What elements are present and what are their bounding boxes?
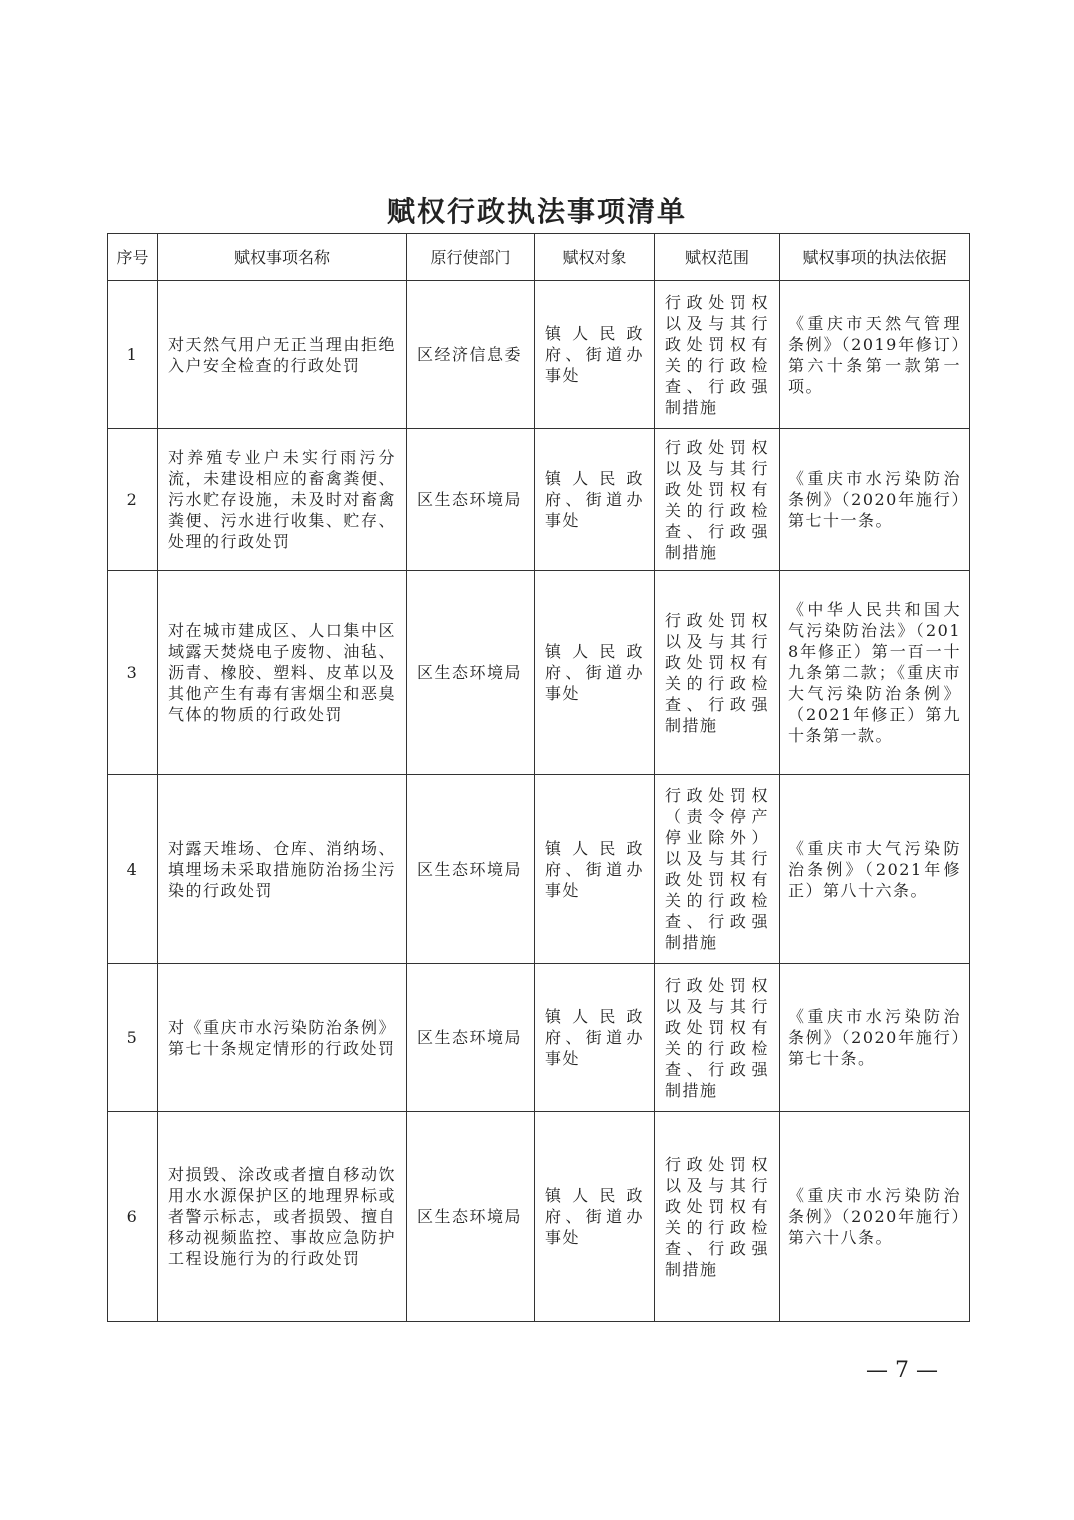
scope: 行政处罚权以及与其行政处罚权有关的行政检查、行政强制措施 — [655, 281, 780, 429]
header-scope: 赋权范围 — [655, 234, 780, 281]
item-name: 对天然气用户无正当理由拒绝入户安全检查的行政处罚 — [158, 281, 407, 429]
table-row — [108, 1112, 970, 1322]
table-row — [108, 964, 970, 1112]
legal-basis: 《重庆市水污染防治条例》（2020年施行）第六十八条。 — [780, 1112, 970, 1322]
authorization-table — [107, 233, 970, 1322]
item-name: 对露天堆场、仓库、消纳场、填埋场未采取措施防治扬尘污染的行政处罚 — [158, 775, 407, 964]
target: 镇人民政府、街道办事处 — [535, 281, 655, 429]
legal-basis: 《重庆市大气污染防治条例》（2021年修正）第八十六条。 — [780, 775, 970, 964]
header-legal-basis: 赋权事项的执法依据 — [780, 234, 970, 281]
row-number: 6 — [108, 1112, 158, 1322]
target: 镇人民政府、街道办事处 — [535, 964, 655, 1112]
original-dept: 区生态环境局 — [407, 775, 535, 964]
item-name: 对《重庆市水污染防治条例》第七十条规定情形的行政处罚 — [158, 964, 407, 1112]
row-number: 5 — [108, 964, 158, 1112]
table-row — [108, 281, 970, 429]
target: 镇人民政府、街道办事处 — [535, 571, 655, 775]
original-dept: 区生态环境局 — [407, 964, 535, 1112]
page-number: — 7 — — [866, 1358, 938, 1383]
row-number: 2 — [108, 429, 158, 571]
header-item-name: 赋权事项名称 — [158, 234, 407, 281]
document-title: 赋权行政执法事项清单 — [386, 195, 687, 228]
table-row — [108, 429, 970, 571]
header-target: 赋权对象 — [535, 234, 655, 281]
header-original-dept: 原行使部门 — [407, 234, 535, 281]
table-row — [108, 571, 970, 775]
scope: 行政处罚权以及与其行政处罚权有关的行政检查、行政强制措施 — [655, 964, 780, 1112]
scope: 行政处罚权以及与其行政处罚权有关的行政检查、行政强制措施 — [655, 1112, 780, 1322]
row-number: 3 — [108, 571, 158, 775]
table-row — [108, 775, 970, 964]
legal-basis: 《重庆市天然气管理条例》（2019年修订）第六十条第一款第一项。 — [780, 281, 970, 429]
scope: 行政处罚权（责令停产停业除外）以及与其行政处罚权有关的行政检查、行政强制措施 — [655, 775, 780, 964]
row-number: 4 — [108, 775, 158, 964]
original-dept: 区生态环境局 — [407, 429, 535, 571]
table-header-row — [108, 234, 970, 281]
legal-basis: 《重庆市水污染防治条例》（2020年施行）第七十一条。 — [780, 429, 970, 571]
row-number: 1 — [108, 281, 158, 429]
item-name: 对在城市建成区、人口集中区域露天焚烧电子废物、油毡、沥青、橡胶、塑料、皮革以及其他产生有毒有害烟尘和恶臭气体的物质的行政处罚 — [158, 571, 407, 775]
original-dept: 区经济信息委 — [407, 281, 535, 429]
scope: 行政处罚权以及与其行政处罚权有关的行政检查、行政强制措施 — [655, 429, 780, 571]
item-name: 对损毁、涂改或者擅自移动饮用水水源保护区的地理界标或者警示标志，或者损毁、擅自移动视频监控、事故应急防护工程设施行为的行政处罚 — [158, 1112, 407, 1322]
legal-basis: 《中华人民共和国大气污染防治法》（2018年修正）第一百一十九条第二款；《重庆市大气污染防治条例》（2021年修正）第九十条第一款。 — [780, 571, 970, 775]
legal-basis: 《重庆市水污染防治条例》（2020年施行）第七十条。 — [780, 964, 970, 1112]
item-name: 对养殖专业户未实行雨污分流，未建设相应的畜禽粪便、污水贮存设施，未及时对畜禽粪便、污水进行收集、贮存、处理的行政处罚 — [158, 429, 407, 571]
original-dept: 区生态环境局 — [407, 571, 535, 775]
scope: 行政处罚权以及与其行政处罚权有关的行政检查、行政强制措施 — [655, 571, 780, 775]
original-dept: 区生态环境局 — [407, 1112, 535, 1322]
target: 镇人民政府、街道办事处 — [535, 775, 655, 964]
header-seq: 序号 — [108, 234, 158, 281]
target: 镇人民政府、街道办事处 — [535, 1112, 655, 1322]
target: 镇人民政府、街道办事处 — [535, 429, 655, 571]
